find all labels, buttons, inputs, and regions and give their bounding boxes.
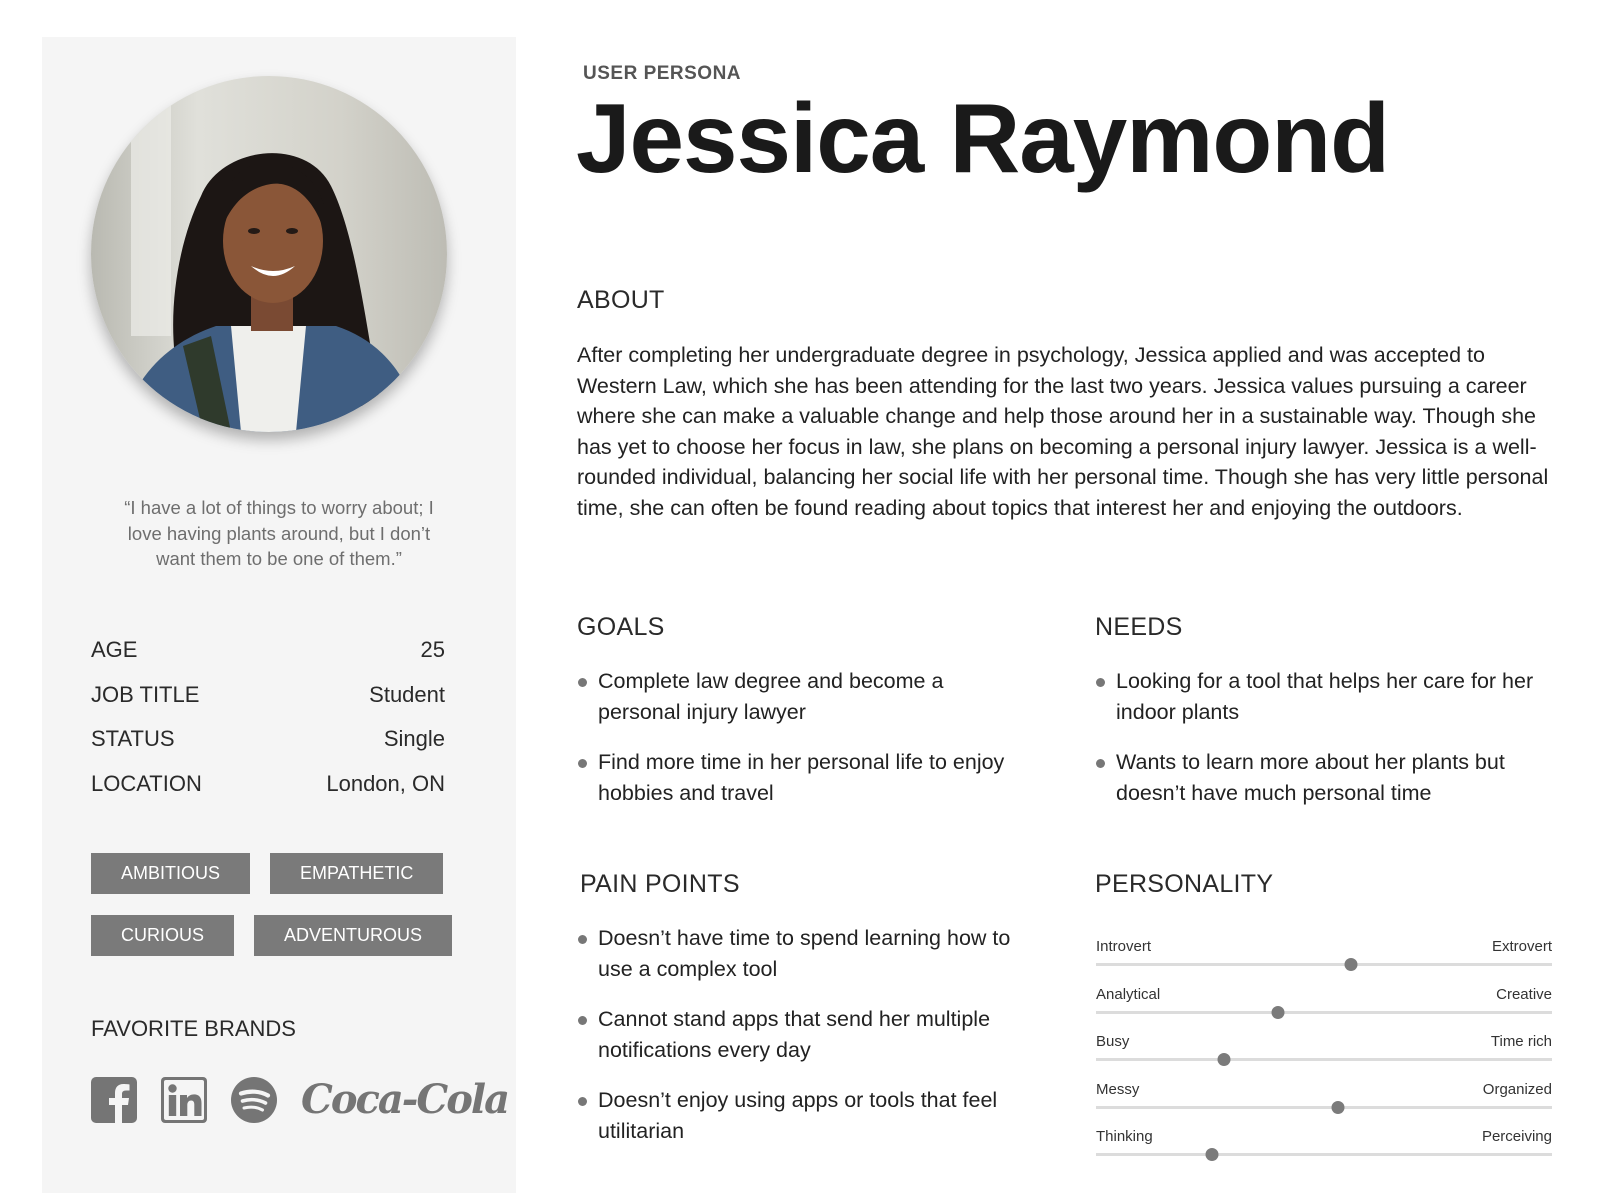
trait-track bbox=[1096, 1011, 1552, 1014]
trait-marker bbox=[1206, 1148, 1219, 1161]
fact-value: 25 bbox=[420, 637, 445, 663]
fact-value: Single bbox=[383, 726, 445, 752]
tag-adventurous: ADVENTUROUS bbox=[254, 915, 452, 956]
goal-item: Complete law degree and become a personal injury lawyer bbox=[577, 666, 1017, 727]
need-item: Wants to learn more about her plants but doesn’t have much personal time bbox=[1095, 747, 1555, 808]
facts-list bbox=[91, 628, 445, 806]
linkedin-icon bbox=[161, 1077, 207, 1123]
needs-title: NEEDS bbox=[1095, 613, 1183, 641]
trait-track bbox=[1096, 1058, 1552, 1061]
pain-point-item: Cannot stand apps that send her multiple notifications every day bbox=[577, 1004, 1042, 1065]
trait-right-label: Perceiving bbox=[1481, 1128, 1552, 1145]
trait-right-label: Time rich bbox=[1490, 1033, 1552, 1050]
trait-marker bbox=[1217, 1053, 1230, 1066]
avatar bbox=[91, 76, 447, 432]
fact-age bbox=[91, 628, 445, 673]
fact-value: Student bbox=[369, 681, 445, 707]
trait-right-label: Extrovert bbox=[1491, 938, 1552, 955]
favorite-brands-title: FAVORITE BRANDS bbox=[91, 1016, 296, 1041]
personality-sliders bbox=[1096, 937, 1552, 1175]
pain-points-title: PAIN POINTS bbox=[580, 870, 740, 898]
fact-status bbox=[91, 717, 445, 762]
trait-left-label: Thinking bbox=[1096, 1128, 1153, 1145]
trait-left-label: Analytical bbox=[1096, 985, 1161, 1003]
trait-marker bbox=[1331, 1101, 1344, 1114]
tag-curious: CURIOUS bbox=[91, 915, 234, 956]
trait-marker bbox=[1345, 958, 1358, 971]
fact-label: JOB TITLE bbox=[91, 681, 200, 707]
fact-location bbox=[91, 762, 445, 807]
trait-right-label: Creative bbox=[1496, 985, 1552, 1003]
trait-right-label: Organized bbox=[1482, 1080, 1552, 1098]
persona-quote: “I have a lot of things to worry about; I love having plants around, but I don’t want them to be one of them.” bbox=[124, 497, 434, 569]
trait-marker bbox=[1272, 1006, 1285, 1019]
about-text: After completing her undergraduate degree in psychology, Jessica applied and was accepted to Western Law, which she has been attending for the last two years. Jessica values pursuing a career where she can make a valuable change and help those around her in a sustainable way. Though she has yet to choose her focus in law, she plans on becoming a personal injury lawyer. Jessica is a well-rounded individual, balancing her social life with her personal time. Though she has very little personal time, she can often be found reading about topics that interest her and enjoying the outdoors. bbox=[577, 343, 1549, 520]
trait-left-label: Introvert bbox=[1096, 938, 1152, 955]
personality-title: PERSONALITY bbox=[1095, 870, 1274, 898]
pain-points-list bbox=[577, 923, 1042, 1166]
goals-title: GOALS bbox=[577, 613, 665, 641]
fact-label: STATUS bbox=[91, 726, 175, 752]
goal-item: Find more time in her personal life to enjoy hobbies and travel bbox=[577, 747, 1017, 808]
fact-label: AGE bbox=[91, 637, 138, 663]
fact-label: LOCATION bbox=[91, 770, 202, 796]
tag-ambitious: AMBITIOUS bbox=[91, 853, 250, 894]
favorite-brands bbox=[91, 1077, 508, 1123]
spotify-icon bbox=[231, 1077, 277, 1123]
facebook-icon bbox=[91, 1077, 137, 1123]
personality-trait bbox=[1096, 1080, 1552, 1128]
trait-track bbox=[1096, 1153, 1552, 1156]
trait-track bbox=[1096, 1106, 1552, 1109]
personality-trait bbox=[1096, 1032, 1552, 1080]
persona-eyebrow: USER PERSONA bbox=[583, 63, 742, 84]
need-item: Looking for a tool that helps her care for her indoor plants bbox=[1095, 666, 1555, 727]
tag-empathetic: EMPATHETIC bbox=[270, 853, 443, 894]
trait-left-label: Messy bbox=[1096, 1080, 1140, 1098]
fact-value: London, ON bbox=[326, 770, 445, 796]
trait-track bbox=[1096, 963, 1552, 966]
goals-list bbox=[577, 666, 1017, 828]
fact-job-title bbox=[91, 673, 445, 718]
about-title: ABOUT bbox=[577, 286, 665, 314]
trait-left-label: Busy bbox=[1096, 1033, 1130, 1050]
personality-trait bbox=[1096, 937, 1552, 985]
pain-point-item: Doesn’t have time to spend learning how to use a complex tool bbox=[577, 923, 1042, 984]
persona-photo bbox=[91, 76, 447, 432]
personality-trait bbox=[1096, 985, 1552, 1033]
trait-tags bbox=[91, 853, 451, 977]
coca-cola-logo: Coca-Cola bbox=[301, 1076, 509, 1123]
pain-point-item: Doesn’t enjoy using apps or tools that feel utilitarian bbox=[577, 1085, 1042, 1146]
persona-name: Jessica Raymond bbox=[576, 83, 1389, 193]
personality-trait bbox=[1096, 1127, 1552, 1175]
needs-list bbox=[1095, 666, 1555, 828]
